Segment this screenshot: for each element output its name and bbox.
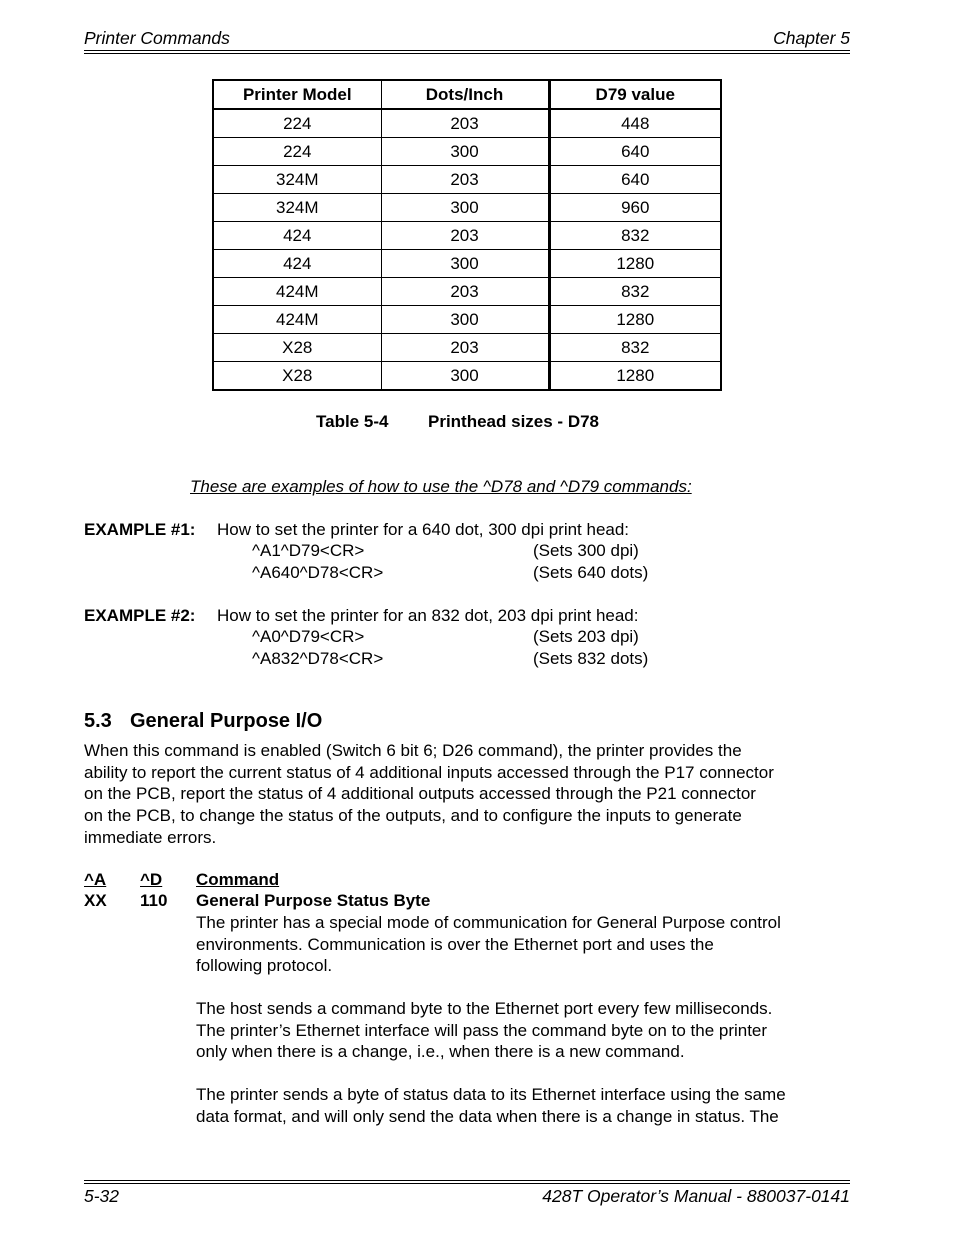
table-header-row (213, 80, 721, 109)
table-cell: 300 (381, 306, 549, 334)
paragraph-line: The printer’s Ethernet interface will pass the command byte on to the printer (196, 1020, 768, 1040)
column-d-header: ^D (140, 870, 163, 889)
example-code: ^A832^D78<CR> (252, 649, 384, 668)
example-code: ^A640^D78<CR> (252, 563, 384, 582)
command-d-value: 110 (140, 891, 168, 910)
table-cell: X28 (213, 362, 381, 391)
table-row (213, 194, 721, 222)
paragraph-line: following protocol. (196, 956, 333, 976)
table-caption-number: Table 5-4 (316, 412, 389, 431)
table-row (213, 138, 721, 166)
running-header-left: Printer Commands (84, 28, 230, 48)
paragraph-line: The host sends a command byte to the Ethernet port every few milliseconds. (196, 999, 773, 1018)
column-header: D79 value (549, 80, 721, 109)
command-paragraph (196, 1084, 856, 1127)
example-description: How to set the printer for an 832 dot, 203 dpi print head: (217, 606, 639, 625)
table-row (213, 166, 721, 194)
paragraph-line: The printer has a special mode of communication for General Purpose control (196, 913, 781, 932)
column-header: Dots/Inch (381, 80, 549, 109)
command-title: General Purpose Status Byte (196, 891, 431, 910)
table-row (213, 278, 721, 306)
command-paragraph (196, 998, 856, 1063)
header-rule-top (84, 50, 850, 51)
paragraph-line: on the PCB, report the status of 4 additional outputs accessed through the P21 connector (84, 784, 756, 804)
paragraph-line: data format, and will only send the data when there is a change in status. The (196, 1106, 779, 1126)
table-cell: 1280 (549, 362, 721, 391)
table-row (213, 250, 721, 278)
table-cell: 203 (381, 109, 549, 138)
table-cell: 960 (549, 194, 721, 222)
example-note: (Sets 832 dots) (533, 649, 649, 668)
example-label: EXAMPLE #2: (84, 606, 196, 625)
table-cell: 1280 (549, 306, 721, 334)
table-cell: 300 (381, 362, 549, 391)
page-number: 5-32 (84, 1186, 120, 1206)
table-cell: 224 (213, 138, 381, 166)
example-description: How to set the printer for a 640 dot, 300 dpi print head: (217, 520, 630, 539)
column-command-header: Command (196, 870, 280, 889)
section-title: General Purpose I/O (130, 710, 323, 732)
paragraph-line: environments. Communication is over the Ethernet port and uses the (196, 934, 714, 954)
paragraph-line: only when there is a change, i.e., when there is a new command. (196, 1042, 685, 1062)
command-a-value: XX (84, 891, 107, 910)
table-cell: 832 (549, 334, 721, 362)
table-cell: 640 (549, 166, 721, 194)
table-cell: 300 (381, 194, 549, 222)
header-rule-bottom (84, 53, 850, 54)
table-cell: 324M (213, 166, 381, 194)
table-cell: 300 (381, 250, 549, 278)
table-caption-title: Printhead sizes - D78 (428, 412, 600, 431)
paragraph-line: When this command is enabled (Switch 6 bit 6; D26 command), the printer provides the (84, 741, 742, 760)
table-cell: X28 (213, 334, 381, 362)
column-a-header: ^A (84, 870, 107, 889)
command-paragraph (196, 912, 856, 977)
section-intro (84, 740, 854, 849)
printhead-sizes-table (212, 79, 722, 391)
paragraph-line: immediate errors. (84, 827, 217, 847)
table-row (213, 222, 721, 250)
table-cell: 424 (213, 222, 381, 250)
table-cell: 324M (213, 194, 381, 222)
table-row (213, 334, 721, 362)
table-cell: 640 (549, 138, 721, 166)
table-row (213, 362, 721, 391)
table-cell: 424M (213, 278, 381, 306)
column-header: Printer Model (213, 80, 381, 109)
running-header-right: Chapter 5 (773, 28, 850, 48)
table-cell: 424 (213, 250, 381, 278)
table-row (213, 306, 721, 334)
table-cell: 203 (381, 222, 549, 250)
example-note: (Sets 640 dots) (533, 563, 649, 582)
table-cell: 203 (381, 334, 549, 362)
paragraph-line: ability to report the current status of 4 additional inputs accessed through the P17 connector (84, 762, 774, 782)
example-code: ^A1^D79<CR> (252, 541, 365, 560)
table-cell: 1280 (549, 250, 721, 278)
paragraph-line: The printer sends a byte of status data to its Ethernet interface using the same (196, 1085, 786, 1104)
example-note: (Sets 300 dpi) (533, 541, 639, 560)
table-cell: 832 (549, 222, 721, 250)
table-cell: 203 (381, 278, 549, 306)
footer-rule-bottom (84, 1183, 850, 1184)
section-number: 5.3 (84, 710, 112, 732)
example-label: EXAMPLE #1: (84, 520, 196, 539)
table-cell: 224 (213, 109, 381, 138)
table-cell: 448 (549, 109, 721, 138)
table-cell: 203 (381, 166, 549, 194)
examples-intro: These are examples of how to use the ^D78 and ^D79 commands: (190, 477, 692, 496)
example-note: (Sets 203 dpi) (533, 627, 639, 646)
table-cell: 300 (381, 138, 549, 166)
table-cell: 424M (213, 306, 381, 334)
footer-rule-top (84, 1180, 850, 1181)
paragraph-line: on the PCB, to change the status of the outputs, and to configure the inputs to generate (84, 806, 742, 826)
table-row (213, 109, 721, 138)
table-cell: 832 (549, 278, 721, 306)
running-footer-right: 428T Operator’s Manual - 880037-0141 (542, 1186, 850, 1206)
example-code: ^A0^D79<CR> (252, 627, 365, 646)
